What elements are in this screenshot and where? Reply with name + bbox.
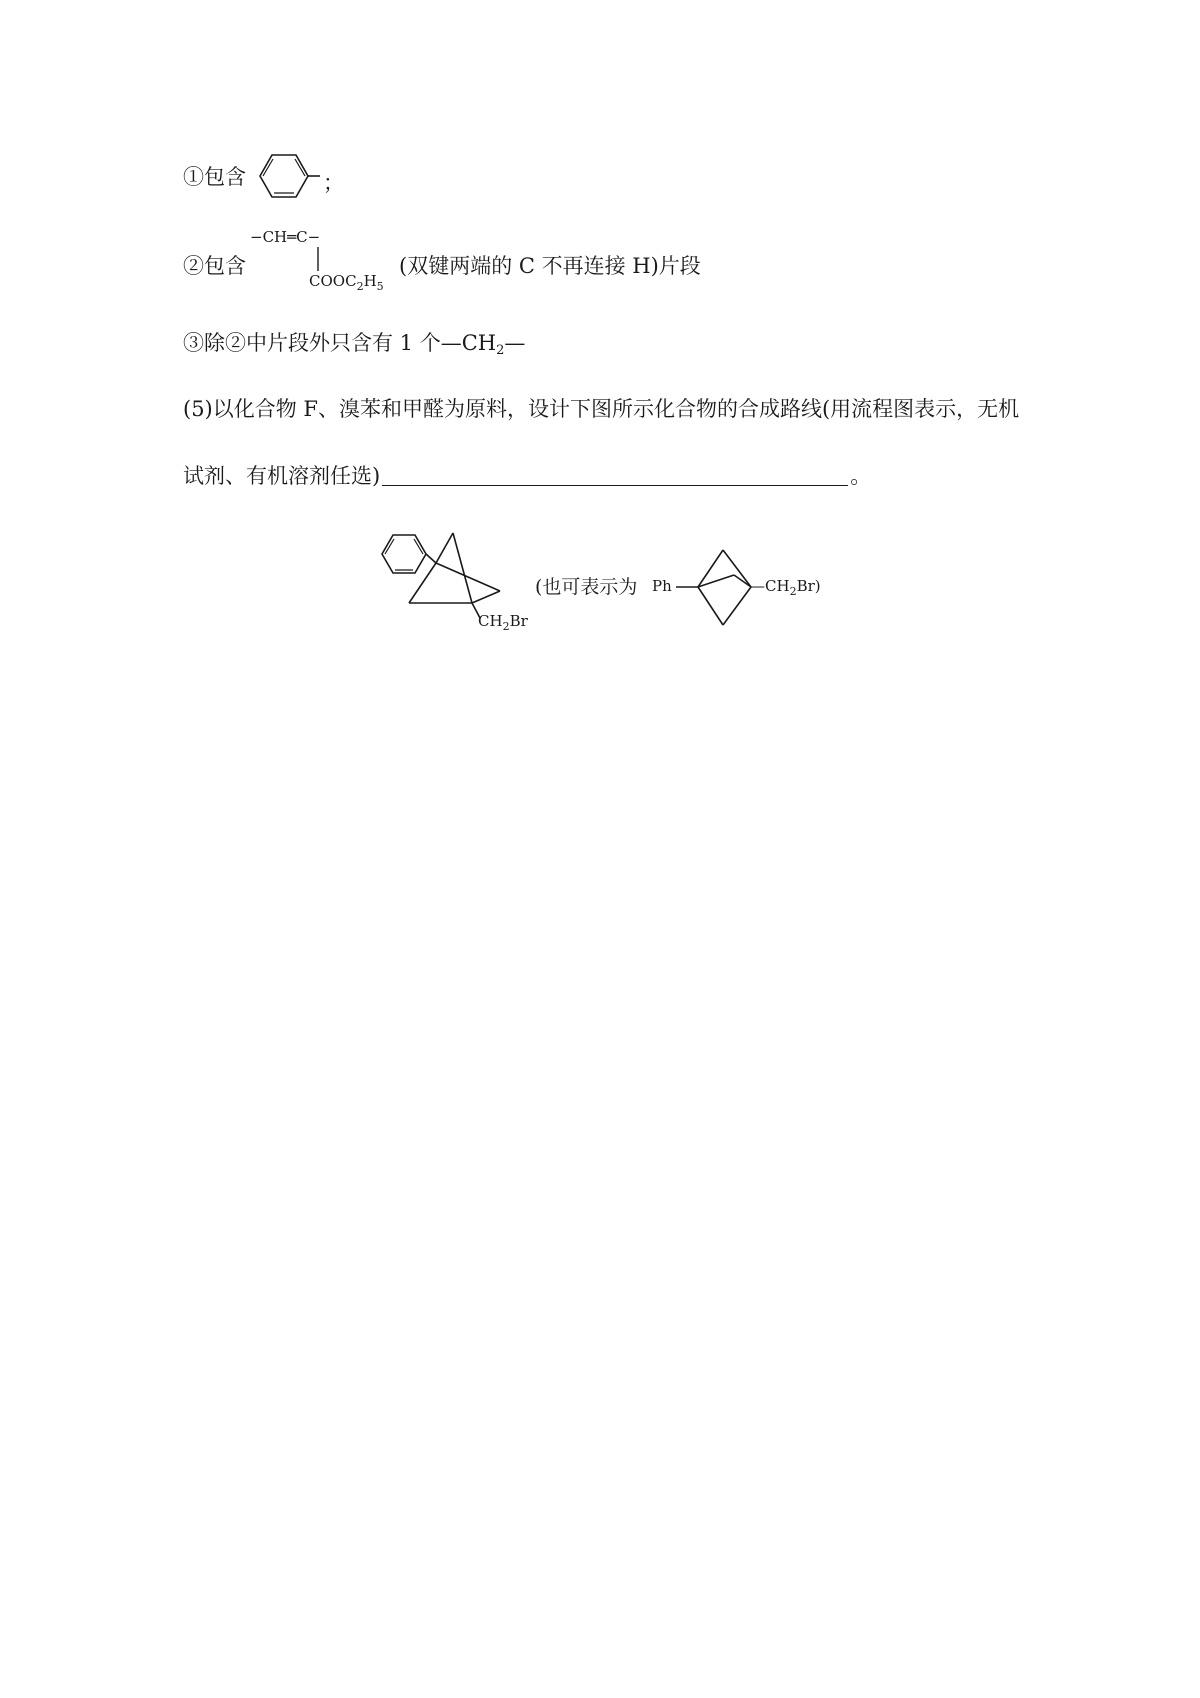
condition-2-prefix: ②包含 bbox=[183, 254, 246, 278]
condition-3: ③除②中片段外只含有 1 个$—CH_2—$ bbox=[183, 331, 526, 358]
ester-fragment-top: −CH═C− bbox=[250, 228, 321, 246]
ester-fragment-bottom: $COOC_2H_5$ bbox=[309, 272, 384, 293]
condition-1 bbox=[183, 164, 246, 190]
fragment-bond-icon bbox=[315, 247, 321, 273]
condition-1-suffix: ； bbox=[323, 171, 344, 195]
answer-blank[interactable] bbox=[382, 465, 848, 486]
benzene-ring-icon bbox=[248, 148, 328, 204]
ph-label: Ph bbox=[652, 577, 672, 595]
question-5-line-1: (5)以化合物 F、溴苯和甲醛为原料，设计下图所示化合物的合成路线(用流程图表示，无机 bbox=[183, 397, 1020, 421]
ch2br-label: $CH_2Br$ bbox=[478, 612, 528, 633]
condition-2-note: (双键两端的 C 不再连接 H)片段 bbox=[399, 254, 701, 278]
question-5-line-2: 试剂、有机溶剂任选) 。 bbox=[183, 464, 872, 488]
alternative-notation-prefix: (也可表示为 bbox=[535, 576, 638, 598]
condition-1-prefix: ①包含 bbox=[183, 165, 246, 189]
alt-ch2br-label: $—CH_2Br$) bbox=[750, 577, 821, 598]
